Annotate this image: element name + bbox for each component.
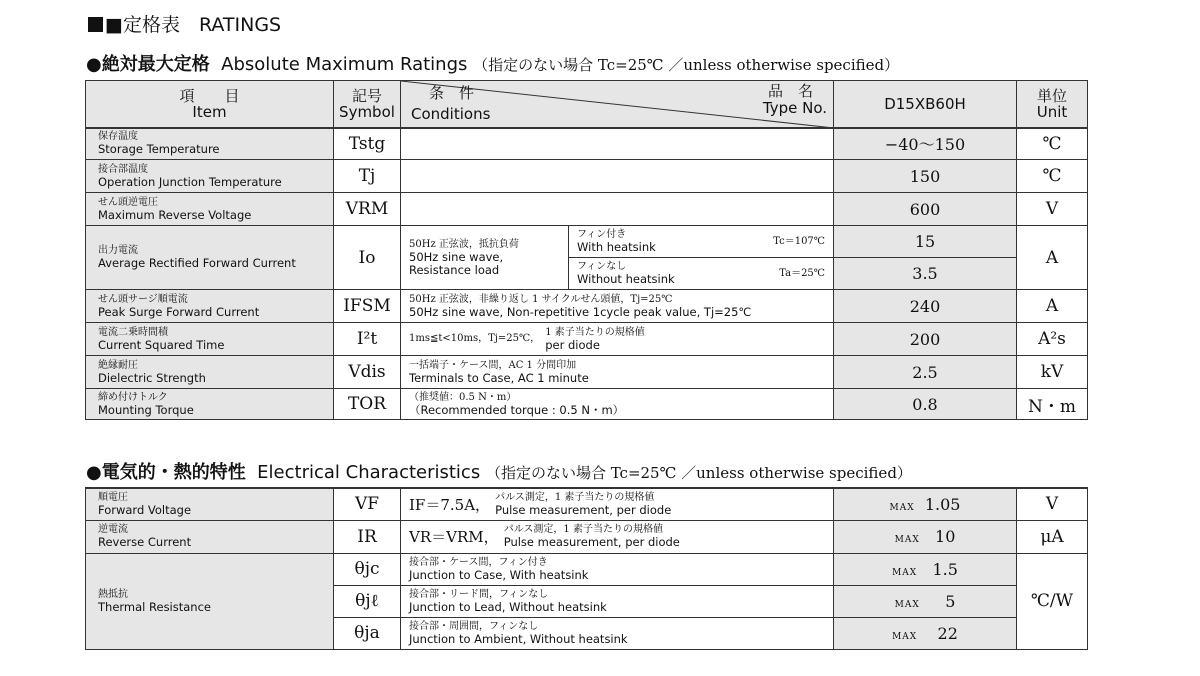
symbol: VF xyxy=(334,488,401,520)
section2-en: Electrical Characteristics xyxy=(257,462,481,483)
conditions xyxy=(401,290,834,323)
value: 1.05 xyxy=(924,494,961,514)
cond-en: Without heatsink xyxy=(577,272,675,286)
symbol: I²t xyxy=(334,323,401,356)
header-item xyxy=(86,81,334,128)
cond-jp: 接合部・ケース間，フィン付き xyxy=(409,556,548,568)
unit: μA xyxy=(1017,520,1088,553)
symbol: Tj xyxy=(334,160,401,193)
header-symbol xyxy=(334,81,401,128)
item-jp: 熱抵抗 xyxy=(98,588,128,600)
table-row xyxy=(86,488,1088,520)
value: 200 xyxy=(834,323,1017,356)
unit: N・m xyxy=(1017,389,1088,420)
value: 10 xyxy=(935,527,956,546)
cond-en: Pulse measurement, per diode xyxy=(495,502,672,517)
item-en: Operation Junction Temperature xyxy=(98,174,282,189)
header-item-jp: 項 目 xyxy=(179,86,240,105)
table-row xyxy=(86,193,1088,226)
conditions xyxy=(401,356,834,389)
unit: A xyxy=(1017,226,1088,290)
value-cell xyxy=(834,553,1017,585)
value: −40〜150 xyxy=(834,128,1017,160)
unit: V xyxy=(1017,193,1088,226)
section1-en: Absolute Maximum Ratings xyxy=(221,54,468,75)
conditions-heatsink xyxy=(569,226,834,258)
page-title-text: ■定格表 RATINGS xyxy=(105,14,282,36)
table-row xyxy=(86,553,1088,585)
conditions xyxy=(401,226,569,290)
symbol: IR xyxy=(334,520,401,553)
symbol: IFSM xyxy=(334,290,401,323)
value: 1.5 xyxy=(932,559,958,579)
max-label: MAX xyxy=(892,567,918,578)
header-symbol-en: Symbol xyxy=(339,102,395,121)
unit: ℃ xyxy=(1017,128,1088,160)
conditions xyxy=(401,617,834,649)
unit: A xyxy=(1017,290,1088,323)
table-row xyxy=(86,520,1088,553)
symbol: θjℓ xyxy=(334,585,401,617)
cond-jp: （推奨値：0.5 N・m） xyxy=(409,391,517,403)
conditions xyxy=(401,585,834,617)
value: 240 xyxy=(834,290,1017,323)
electrical-table xyxy=(85,487,1088,650)
symbol: TOR xyxy=(334,389,401,420)
header-type-jp: 品 名 xyxy=(767,82,813,100)
item-jp: 保存温度 xyxy=(98,131,138,143)
item-en: Forward Voltage xyxy=(98,502,192,517)
header-unit-jp: 単位 xyxy=(1036,86,1067,105)
header-cond-jp: 条 件 xyxy=(429,84,475,102)
max-label: MAX xyxy=(894,535,920,545)
item-jp: 順電圧 xyxy=(98,491,128,503)
unit: ℃ xyxy=(1017,160,1088,193)
conditions-no-heatsink xyxy=(569,258,834,290)
symbol: VRM xyxy=(334,193,401,226)
item-en: Storage Temperature xyxy=(98,142,220,157)
cond-temp: Ta＝25℃ xyxy=(779,268,825,279)
item-en: Mounting Torque xyxy=(98,402,194,417)
cond-jp: 接合部・リード間，フィンなし xyxy=(409,588,549,600)
header-unit-en: Unit xyxy=(1036,102,1068,121)
cond-en: 50Hz sine wave, Non-repetitive 1cycle peak value, Tj=25℃ xyxy=(409,304,752,319)
unit: V xyxy=(1017,488,1088,520)
value: 150 xyxy=(834,160,1017,193)
item-jp: 出力電流 xyxy=(98,245,138,256)
section1-note: （指定のない場合 Tc=25℃ ／unless otherwise specified） xyxy=(473,56,900,74)
max-label: MAX xyxy=(894,599,920,610)
value: 5 xyxy=(945,591,956,611)
item-jp: せん頭サージ順電流 xyxy=(98,293,188,305)
value: 22 xyxy=(937,623,958,643)
conditions xyxy=(401,323,834,356)
ratings-table xyxy=(85,80,1088,420)
unit: kV xyxy=(1017,356,1088,389)
conditions xyxy=(401,389,834,420)
symbol: Tstg xyxy=(334,128,401,160)
item-en: Maximum Reverse Voltage xyxy=(98,207,252,222)
header-part xyxy=(834,81,1017,128)
table-row xyxy=(86,226,1088,258)
header-symbol-jp: 記号 xyxy=(351,86,382,105)
value-cell xyxy=(834,488,1017,520)
conditions xyxy=(401,128,834,160)
table-row xyxy=(86,290,1088,323)
header-cond-en: Conditions xyxy=(411,105,491,123)
cond-en: （Recommended torque : 0.5 N・m） xyxy=(409,402,625,417)
cond-jp: 一括端子・ケース間，AC 1 分間印加 xyxy=(409,359,577,371)
cond-en: Terminals to Case, AC 1 minute xyxy=(409,370,589,385)
page-title xyxy=(88,10,281,37)
section2-jp: ●電気的・熱的特性 xyxy=(86,462,246,483)
header-part-number: D15XB60H xyxy=(884,94,966,113)
table-row xyxy=(86,356,1088,389)
ratings-header-row xyxy=(86,81,1088,128)
table-row xyxy=(86,389,1088,420)
header-item-en: Item xyxy=(192,102,227,121)
table-row xyxy=(86,323,1088,356)
cond-en: Junction to Lead, Without heatsink xyxy=(409,599,607,614)
cond-en: per diode xyxy=(545,337,600,352)
max-label: MAX xyxy=(889,502,915,513)
conditions xyxy=(401,553,834,585)
conditions xyxy=(401,520,834,553)
item-jp: 締め付けトルク xyxy=(98,391,168,403)
cond-en: Junction to Case, With heatsink xyxy=(409,567,589,582)
value: 600 xyxy=(834,193,1017,226)
unit: ℃/W xyxy=(1017,553,1088,649)
cond-en: Pulse measurement, per diode xyxy=(503,535,680,549)
cond-jp: パルス測定，1 素子当たりの規格値 xyxy=(503,524,663,535)
item-jp: 絶縁耐圧 xyxy=(98,359,138,371)
value: 2.5 xyxy=(834,356,1017,389)
header-conditions xyxy=(401,81,834,128)
cond-jp: 50Hz 正弦波，抵抗負荷 xyxy=(409,238,519,250)
cond-jp: 1 素子当たりの規格値 xyxy=(545,326,645,338)
section-title-absolute-max xyxy=(86,50,899,76)
cond-a: VR＝VRM， xyxy=(409,528,499,546)
header-type-en: Type No. xyxy=(762,99,827,117)
item-en: Dielectric Strength xyxy=(98,370,206,385)
conditions xyxy=(401,488,834,520)
unit: A²s xyxy=(1017,323,1088,356)
symbol: θjc xyxy=(334,553,401,585)
value: 0.8 xyxy=(834,389,1017,420)
item-jp: 逆電流 xyxy=(98,524,128,535)
section1-jp: ●絶対最大定格 xyxy=(86,54,210,75)
cond-en: With heatsink xyxy=(577,240,656,254)
item-en: Thermal Resistance xyxy=(98,599,211,614)
max-label: MAX xyxy=(892,631,918,642)
table-row xyxy=(86,160,1088,193)
item-jp: せん頭逆電圧 xyxy=(98,196,158,208)
conditions xyxy=(401,193,834,226)
cond-a: IF＝7.5A， xyxy=(409,495,491,514)
item-en: Current Squared Time xyxy=(98,337,225,352)
cond-temp: Tc＝107℃ xyxy=(773,236,825,247)
value-cell xyxy=(834,585,1017,617)
symbol: Io xyxy=(334,226,401,290)
value-cell xyxy=(834,520,1017,553)
item-en: Average Rectified Forward Current xyxy=(98,256,296,270)
cond-jp: 接合部・周囲間，フィンなし xyxy=(409,620,539,632)
header-unit xyxy=(1017,81,1088,128)
section2-note: （指定のない場合 Tc=25℃ ／unless otherwise specified） xyxy=(485,464,912,482)
cond-en: Junction to Ambient, Without heatsink xyxy=(409,631,628,646)
value-cell xyxy=(834,617,1017,649)
cond-a: 1ms≦t<10ms，Tj=25℃， xyxy=(409,333,541,344)
symbol: θja xyxy=(334,617,401,649)
item-en: Reverse Current xyxy=(98,535,192,549)
section-title-electrical xyxy=(86,458,912,484)
square-bullet-icon xyxy=(88,17,103,32)
cond-jp: フィン付き xyxy=(577,229,627,240)
item-jp: 電流二乗時間積 xyxy=(98,326,168,338)
cond-en: Resistance load xyxy=(409,262,500,277)
cond-jp: 50Hz 正弦波，非繰り返し 1 サイクルせん頭値，Tj=25℃ xyxy=(409,293,673,305)
table-row xyxy=(86,128,1088,160)
value: 3.5 xyxy=(834,258,1017,290)
cond-jp: パルス測定，1 素子当たりの規格値 xyxy=(495,491,655,503)
cond-en: 50Hz sine wave, xyxy=(409,249,504,264)
conditions xyxy=(401,160,834,193)
symbol: Vdis xyxy=(334,356,401,389)
value: 15 xyxy=(834,226,1017,258)
cond-jp: フィンなし xyxy=(577,261,627,272)
item-en: Peak Surge Forward Current xyxy=(98,304,260,319)
item-jp: 接合部温度 xyxy=(98,163,148,175)
